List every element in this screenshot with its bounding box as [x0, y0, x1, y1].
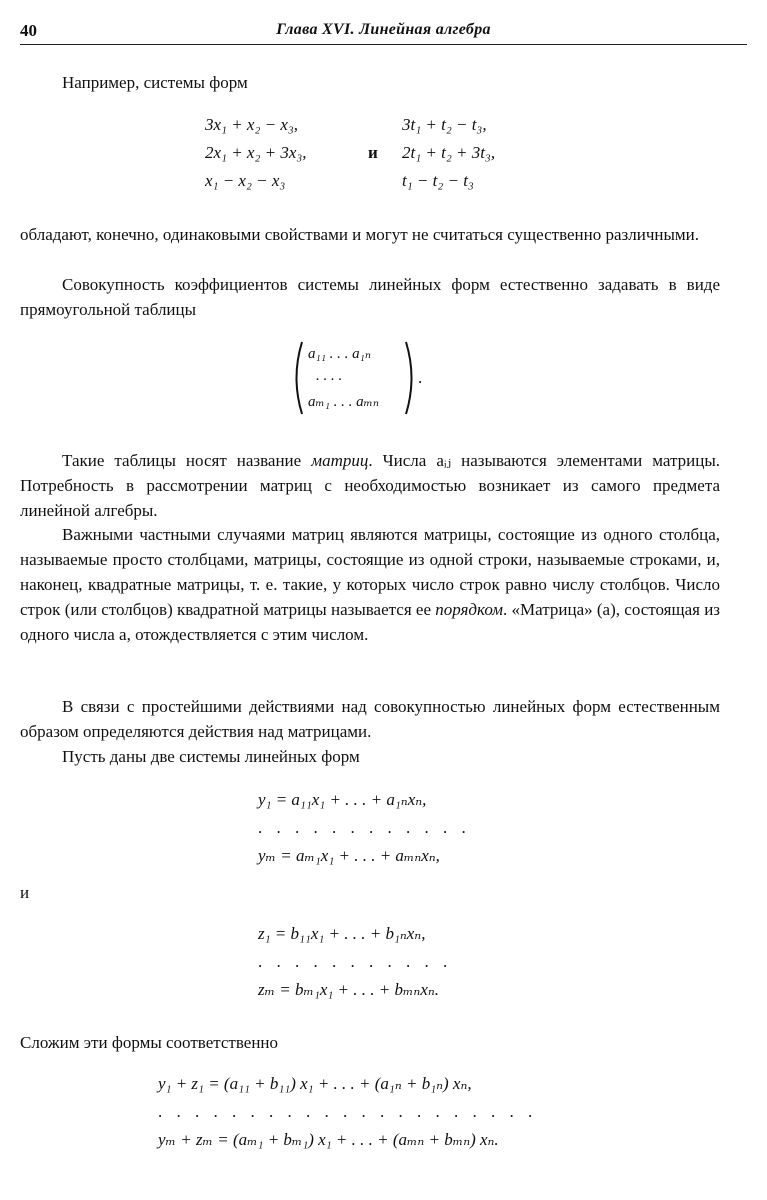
- header-rule: [20, 44, 747, 45]
- paragraph-1: обладают, конечно, одинаковыми свойствами и могут не считаться существенно различными.: [20, 225, 700, 244]
- paragraph-3: [20, 448, 720, 523]
- paragraph-4: [20, 522, 720, 647]
- system-x: [205, 111, 307, 195]
- matrix-period: .: [418, 368, 423, 387]
- matrix-row-dots: . . . .: [316, 368, 343, 384]
- page-number: 40: [20, 21, 37, 40]
- sum-last: yₘ + zₘ = (aₘ₁ + bₘ₁) x₁ + . . . + (aₘₙ + bₘₙ) xₙ.: [158, 1130, 499, 1149]
- system-t-line: 2t₁ + t₂ + 3t₃,: [402, 143, 496, 162]
- matrix: [290, 340, 440, 420]
- sum-dots: . . . . . . . . . . . . . . . . . . . . .: [158, 1102, 538, 1121]
- paragraph-6: Пусть даны две системы линейных форм: [62, 747, 360, 766]
- running-title: Глава XVI. Линейная алгебра: [276, 21, 491, 38]
- paragraph-3-text: . Числа aᵢⱼ называются элементами матрицы. Потребность в рассмотрении матриц с необходимостью возникает из самого предмета линейной алгебры.: [20, 451, 720, 520]
- system-x-line: 3x₁ + x₂ − x₃,: [205, 115, 299, 134]
- paragraph-5: В связи с простейшими действиями над совокупностью линейных форм естественным образом определяются действия над матрицами.: [20, 697, 720, 741]
- intro-text: Например, системы форм: [62, 73, 248, 92]
- system-z: [258, 920, 452, 1004]
- paragraph-2: Совокупность коэффициентов системы линейных форм естественно задавать в виде прямоугольной таблицы: [20, 275, 720, 319]
- sum-first: y₁ + z₁ = (a₁₁ + b₁₁) x₁ + . . . + (a₁ₙ + b₁ₙ) xₙ,: [158, 1074, 472, 1093]
- paragraph-4-text: . «Матрица» (a), состоящая из одного числа a, отождествляется с этим числом.: [20, 600, 721, 644]
- system-y-last: yₘ = aₘ₁x₁ + . . . + aₘₙxₙ,: [258, 846, 440, 865]
- term-matrices: матриц: [311, 451, 369, 470]
- system-z-first: z₁ = b₁₁x₁ + . . . + b₁ₙxₙ,: [258, 924, 426, 943]
- system-and-word: и: [368, 143, 378, 162]
- system-y: [258, 786, 471, 870]
- system-y-first: y₁ = a₁₁x₁ + . . . + a₁ₙxₙ,: [258, 790, 427, 809]
- paragraph-4-text: Важными частными случаями матриц являются матрицы, состоящие из одного столбца, называемые просто столбцами, матрицы, состоящие из одной строки, называемые строками, и, наконец, квадратные матрицы, т. е. такие, у которых число строк равно числу столбцов. Число строк (или столбцов) квадратной матрицы называется ее: [20, 525, 720, 619]
- system-y-dots: . . . . . . . . . . . .: [258, 818, 471, 837]
- system-t: [402, 111, 495, 195]
- matrix-row-last: aₘ₁ . . . aₘₙ: [308, 394, 379, 410]
- system-t-line: 3t₁ + t₂ − t₃,: [402, 115, 487, 134]
- matrix-right-paren: [404, 340, 418, 416]
- system-x-line: x₁ − x₂ − x₃: [205, 171, 286, 190]
- matrix-left-paren: [290, 340, 304, 416]
- sum-system: [158, 1070, 537, 1154]
- paragraph-3-text: Такие таблицы носят название: [62, 451, 312, 470]
- matrix-row-first: a₁₁ . . . a₁ₙ: [308, 346, 371, 362]
- term-order: порядком: [435, 600, 504, 619]
- page-header: [20, 18, 747, 44]
- and-word: и: [20, 883, 30, 902]
- system-z-dots: . . . . . . . . . . .: [258, 952, 453, 971]
- system-t-line: t₁ − t₂ − t₃: [402, 171, 474, 190]
- system-x-line: 2x₁ + x₂ + 3x₃,: [205, 143, 307, 162]
- paragraph-7: Сложим эти формы соответственно: [20, 1033, 279, 1052]
- system-z-last: zₘ = bₘ₁x₁ + . . . + bₘₙxₙ.: [258, 980, 439, 999]
